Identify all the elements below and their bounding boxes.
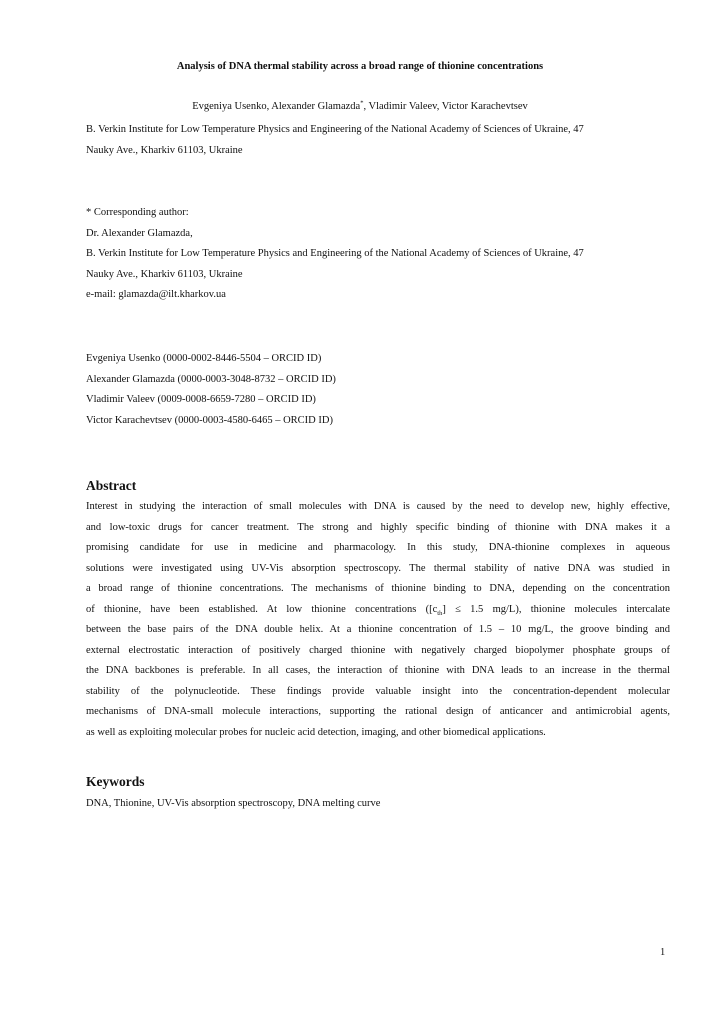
corresponding-author-block [86, 203, 672, 306]
concentration-subscript: th [437, 609, 443, 617]
abstract-line: external electrostatic interaction of positively charged thionine with negatively charged biopolymer phosphate groups of [86, 644, 670, 656]
abstract-line-with-subscript [86, 600, 670, 621]
corresponding-label: * Corresponding author: [86, 207, 189, 218]
affiliation-line: B. Verkin Institute for Low Temperature Physics and Engineering of the National Academy of Sciences of Ukraine, 47 [86, 124, 584, 135]
authors-before-mark: Evgeniya Usenko, Alexander Glamazda [192, 101, 361, 112]
abstract-line: solutions were investigated using UV-Vis absorption spectroscopy. The thermal stability of native DNA was studied in [86, 562, 670, 574]
abstract-line: the DNA backbones is preferable. In all cases, the interaction of thionine with DNA leads to an increase in the thermal [86, 665, 670, 677]
corresponding-affiliation-line: Nauky Ave., Kharkiv 61103, Ukraine [86, 268, 243, 280]
abstract-heading: Abstract [86, 478, 137, 493]
abstract-line-part: ] ≤ 1.5 mg/L), thionine molecules intercalate [442, 603, 671, 615]
abstract-line: mechanisms of DNA-small molecule interactions, supporting the rational design of anticancer and antimicrobial agents, [86, 706, 670, 718]
author-list [0, 100, 720, 113]
abstract-line: a broad range of thionine concentrations. The mechanisms of thionine binding to DNA, depending on the concentration [86, 583, 670, 595]
orcid-entry: Evgeniya Usenko (0000-0002-8446-5504 – ORCID ID) [86, 353, 322, 364]
corresponding-affiliation-line: B. Verkin Institute for Low Temperature Physics and Engineering of the National Academy of Sciences of Ukraine, 47 [86, 248, 584, 259]
keywords-heading: Keywords [86, 774, 145, 789]
corresponding-name: Dr. Alexander Glamazda, [86, 227, 193, 239]
page-number: 1 [660, 947, 666, 958]
orcid-list [86, 349, 672, 431]
abstract-line: as well as exploiting molecular probes for nucleic acid detection, imaging, and other biomedical applications. [86, 727, 546, 739]
affiliation-line: Nauky Ave., Kharkiv 61103, Ukraine [86, 144, 243, 156]
abstract-line: between the base pairs of the DNA double helix. At a thionine concentration of 1.5 – 10 mg/L, the groove binding and [86, 624, 670, 636]
abstract-line: stability of the polynucleotide. These findings provide valuable insight into the concentration-dependent molecular [86, 685, 670, 697]
abstract-line: Interest in studying the interaction of small molecules with DNA is caused by the need to develop new, highly effective, [86, 501, 670, 512]
affiliation [86, 120, 672, 161]
orcid-entry: Victor Karachevtsev (0000-0003-4580-6465 – ORCID ID) [86, 414, 333, 426]
abstract-line: promising candidate for use in medicine and pharmacology. In this study, DNA-thionine complexes in aqueous [86, 542, 670, 554]
abstract-line-part: of thionine, have been established. At low thionine concentrations ([c [86, 603, 438, 615]
paper-title: Analysis of DNA thermal stability across a broad range of thionine concentrations [176, 61, 544, 72]
orcid-entry: Vladimir Valeev (0009-0008-6659-7280 – ORCID ID) [86, 394, 316, 405]
abstract-line: and low-toxic drugs for cancer treatment. The strong and highly specific binding of thionine with DNA makes it a [86, 521, 670, 533]
corresponding-email[interactable]: e-mail: glamazda@ilt.kharkov.ua [86, 289, 226, 300]
orcid-entry: Alexander Glamazda (0000-0003-3048-8732 – ORCID ID) [86, 373, 336, 385]
keywords-text: DNA, Thionine, UV-Vis absorption spectroscopy, DNA melting curve [86, 798, 381, 809]
authors-after-mark: , Vladimir Valeev, Victor Karachevtsev [363, 101, 528, 112]
abstract-body [86, 497, 670, 744]
corresponding-mark: * [360, 99, 364, 107]
